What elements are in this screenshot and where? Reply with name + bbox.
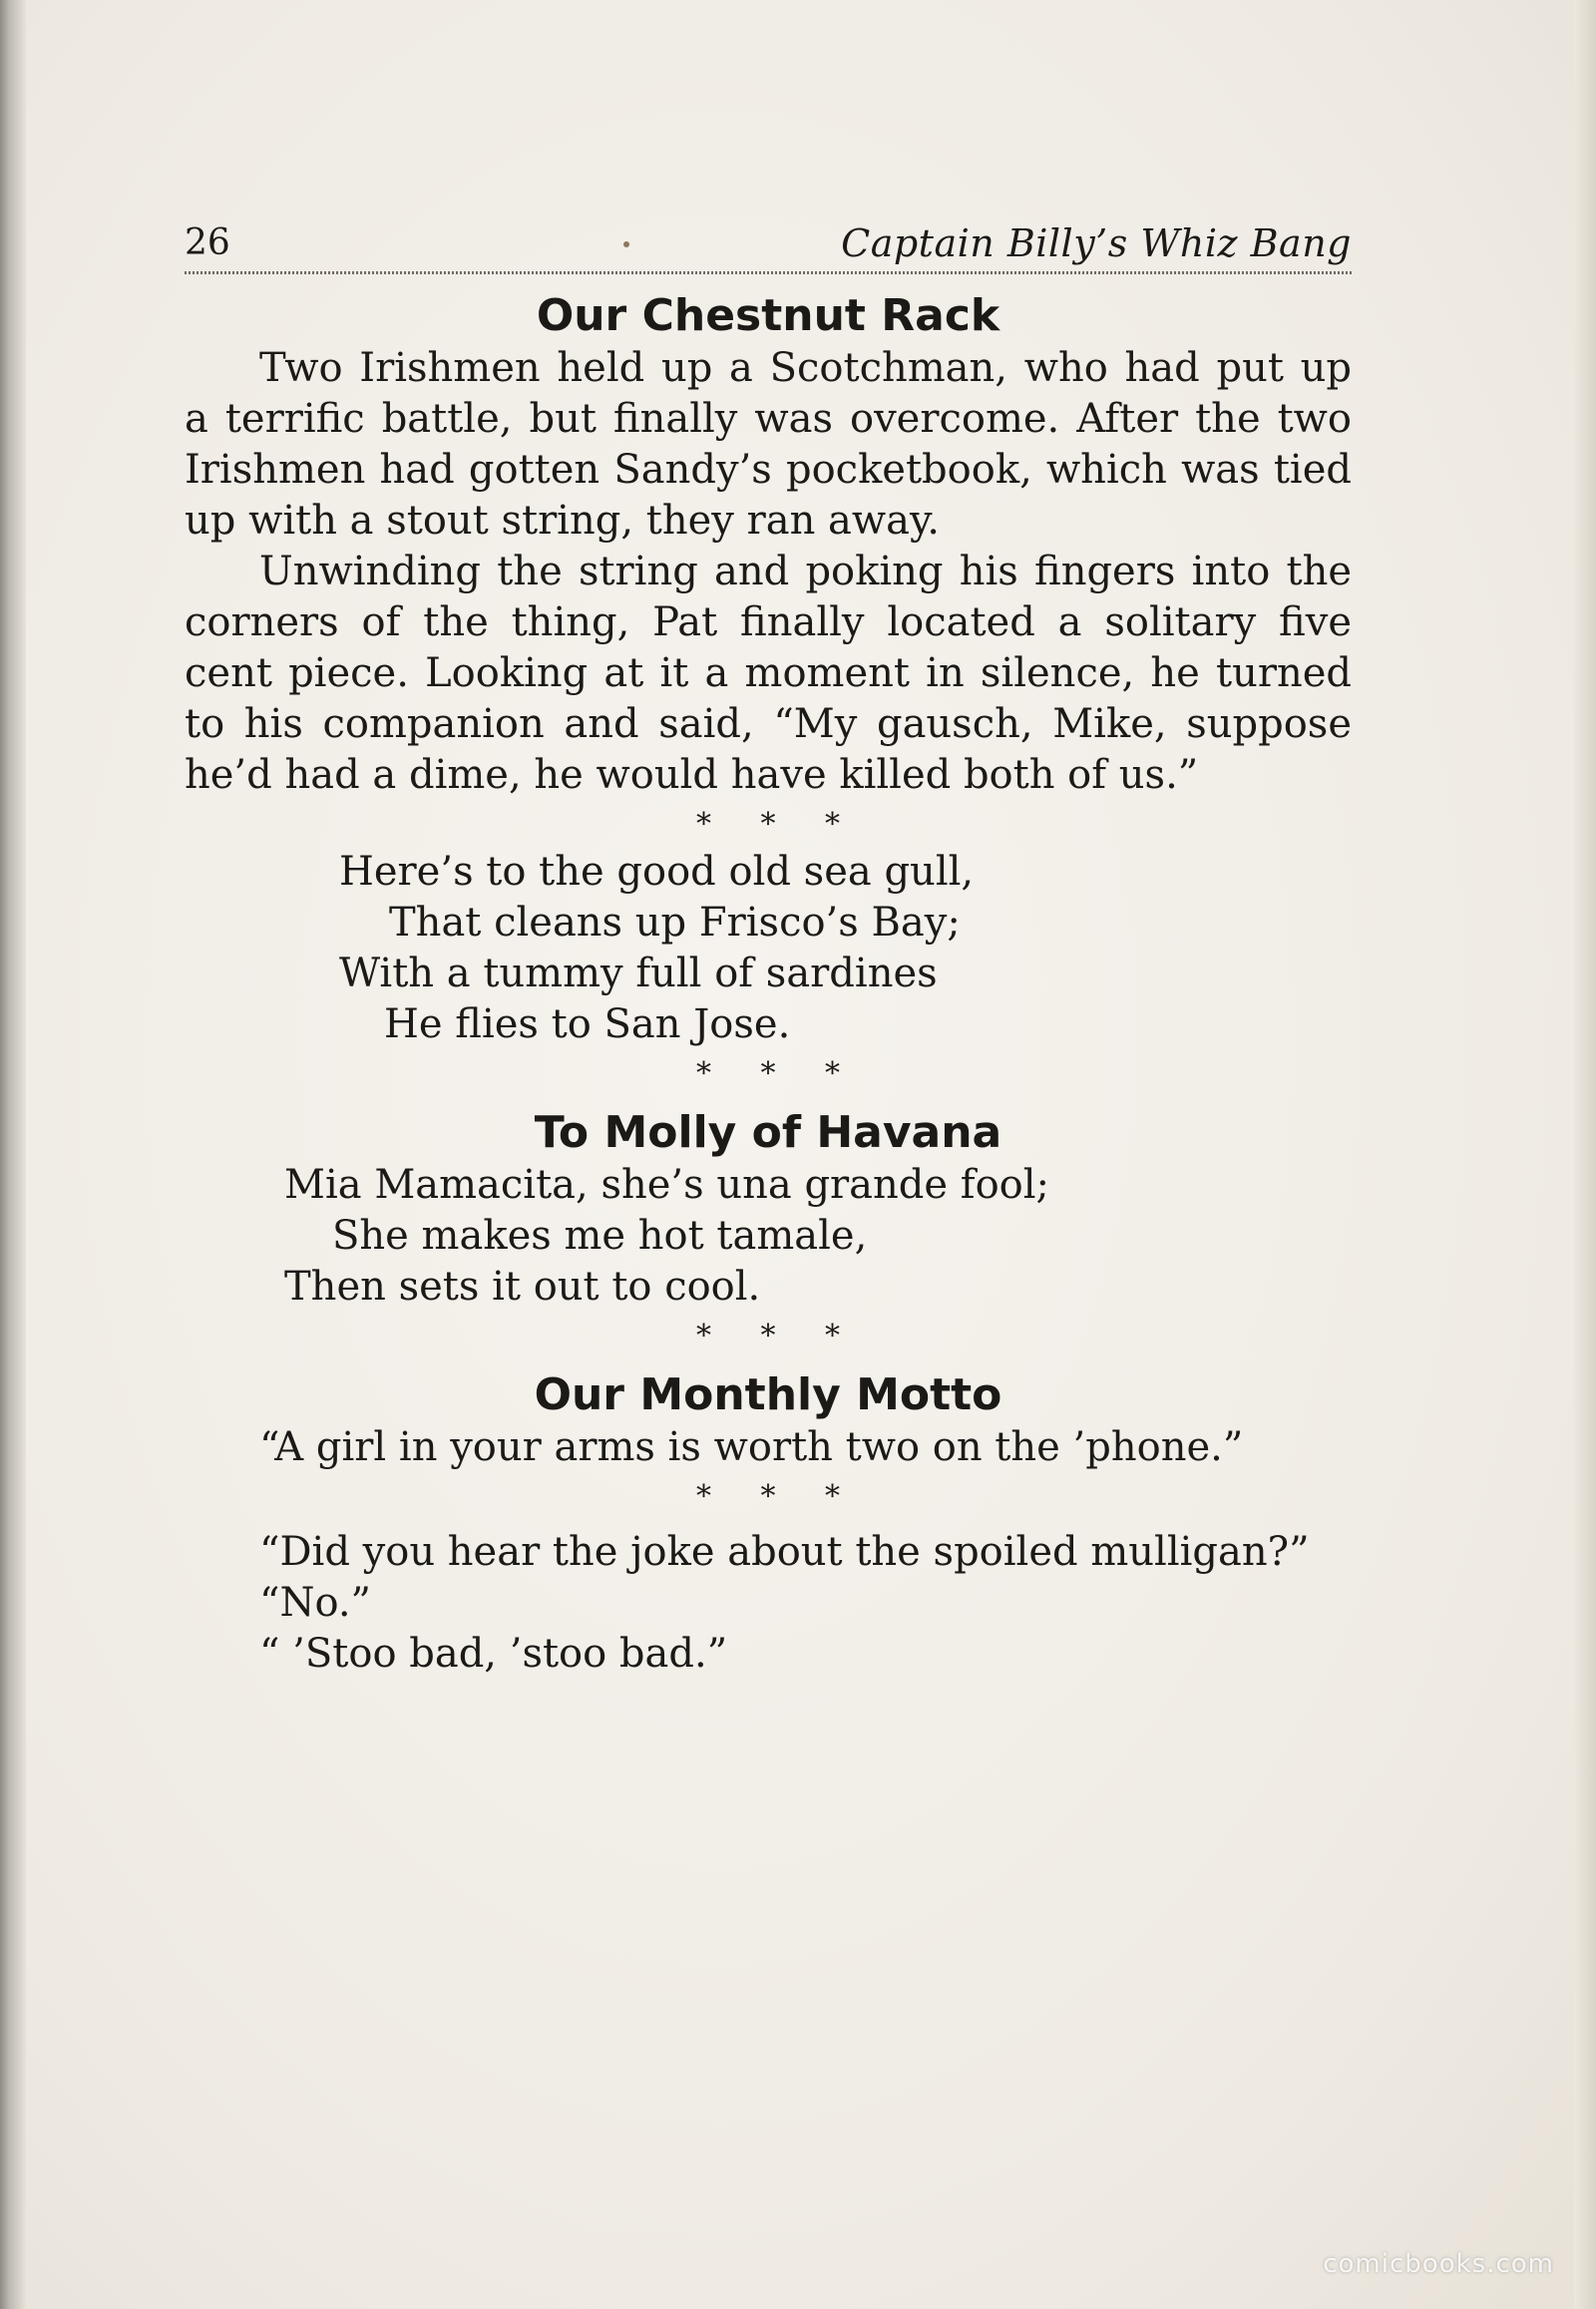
verse-line: That cleans up Frisco’s Bay; (389, 900, 961, 946)
page-spine-shadow (0, 0, 26, 2309)
verse-line: Mia Mamacita, she’s una grande fool; (284, 1162, 1050, 1208)
section-divider: * * * (695, 807, 841, 842)
joke-question: “Did you hear the joke about the spoiled mulligan?” (259, 1529, 1310, 1575)
section-divider: * * * (695, 1056, 841, 1091)
verse-line: She makes me hot tamale, (332, 1213, 868, 1259)
watermark: comicbooks.com (1323, 2249, 1554, 2279)
motto-text: “A girl in your arms is worth two on the ’phone.” (259, 1424, 1244, 1470)
chestnut-paragraph-1: Two Irishmen held up a Scotchman, who had put up a terrific battle, but finally was overcome. After the two Irishmen had gotten Sandy’s pocketbook, which was tied up with a stout string, they ran away. (185, 345, 1352, 544)
chestnut-rack-heading: Our Chestnut Rack (536, 290, 1000, 341)
verse-line: Then sets it out to cool. (284, 1264, 761, 1310)
running-head (185, 221, 1352, 273)
journal-title: Captain Billy’s Whiz Bang (841, 221, 1352, 265)
page-right-edge (1574, 0, 1596, 2309)
molly-heading: To Molly of Havana (534, 1107, 1002, 1158)
joke-reply: “No.” (259, 1580, 371, 1626)
section-divider: * * * (695, 1479, 841, 1514)
section-divider: * * * (695, 1319, 841, 1353)
page-content (185, 221, 1352, 1680)
ink-dot (623, 241, 629, 247)
header-rule (185, 271, 1352, 274)
molly-verse (284, 1160, 1352, 1313)
chestnut-paragraph-2: Unwinding the string and poking his fingers into the corners of the thing, Pat finally located a solitary five cent piece. Looking at it a moment in silence, he turned to his companion and said, “My gausch, Mike, suppose he’d had a dime, he would have killed both of us.” (185, 549, 1352, 798)
monthly-motto-heading: Our Monthly Motto (534, 1369, 1002, 1420)
verse-line: He flies to San Jose. (384, 1001, 791, 1047)
verse-line: Here’s to the good old sea gull, (339, 849, 975, 895)
page-number: 26 (185, 222, 230, 263)
verse-line: With a tummy full of sardines (339, 951, 938, 996)
sea-gull-verse (339, 847, 1352, 1050)
joke-punchline: “ ’Stoo bad, ’stoo bad.” (259, 1631, 728, 1677)
